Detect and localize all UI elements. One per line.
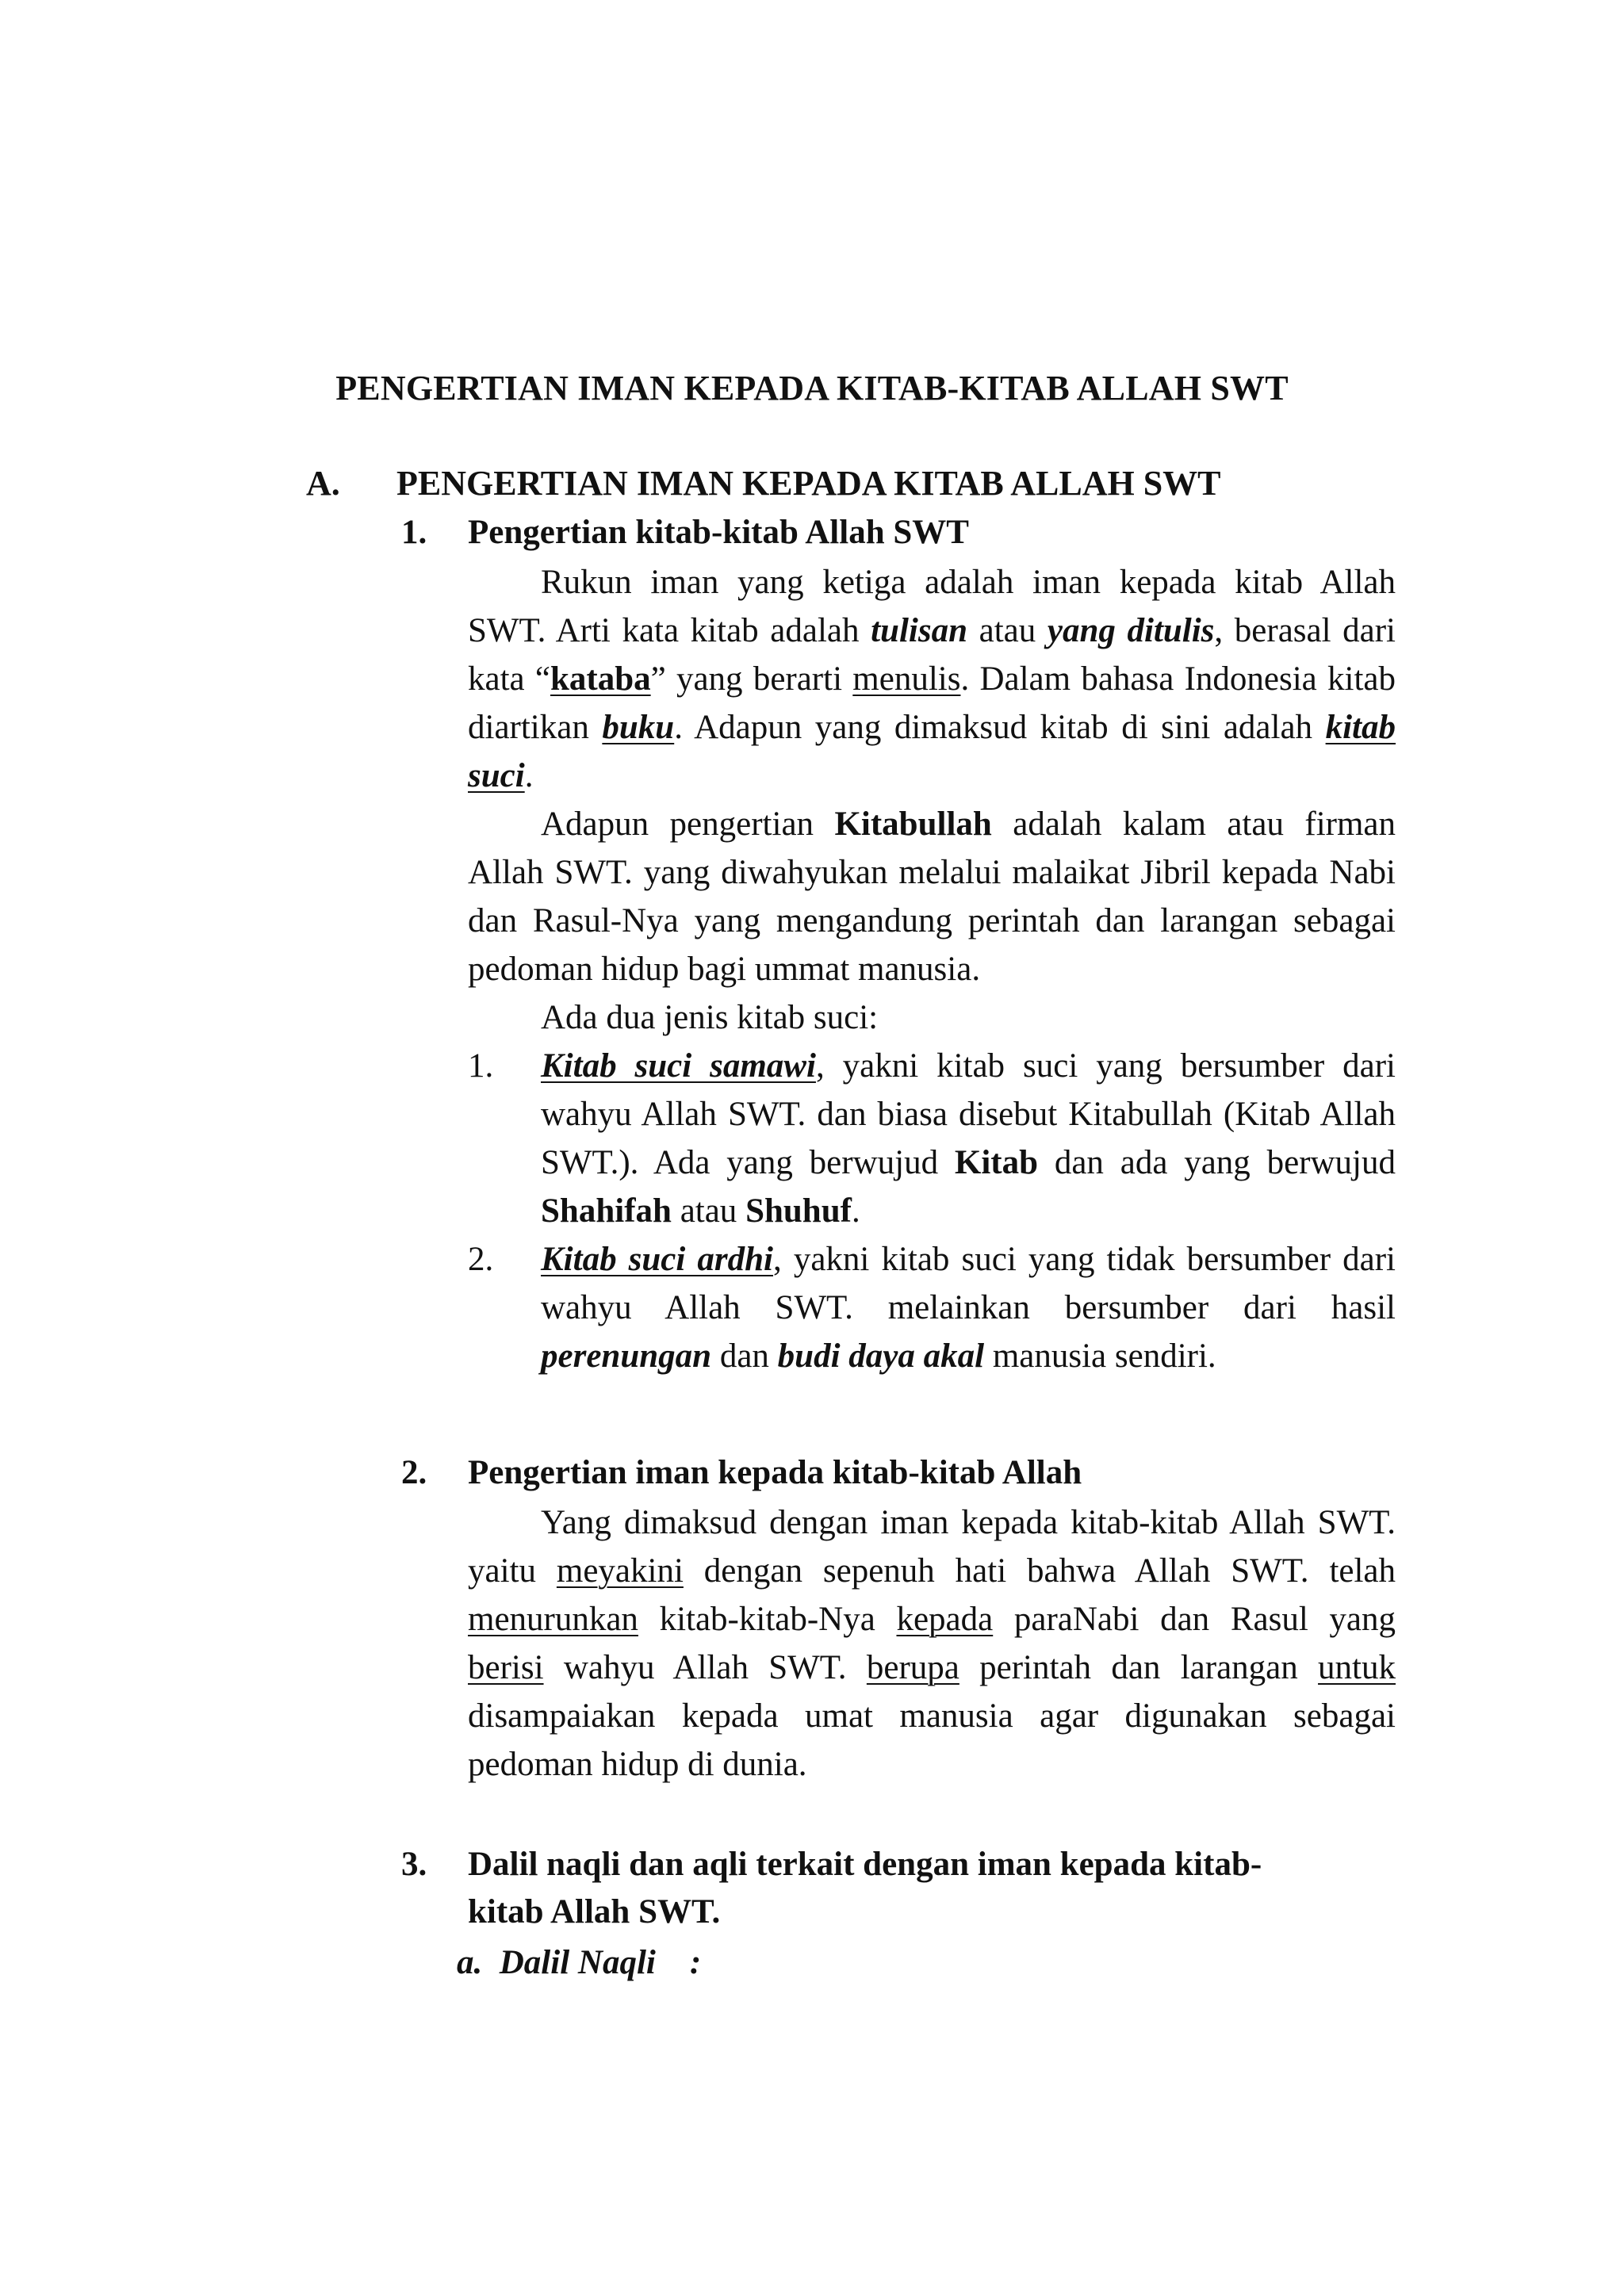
text-run: kitab-kitab-Nya [638, 1601, 897, 1638]
text-run: , yakni kitab suci yang tidak bersumber dari wahyu Allah SWT. melainkan bersumber dari hasil [541, 1241, 1396, 1326]
subsection-1-title: Pengertian kitab-kitab Allah SWT [468, 514, 969, 551]
subsection-2-body [468, 1498, 1396, 1789]
term-kitab-suci: kitab suci [468, 709, 1396, 794]
subsection-1-heading [401, 509, 969, 557]
kitab-types-list [468, 1042, 1396, 1380]
subsection-3-heading [401, 1841, 1392, 1936]
dalil-naqli-heading: a. Dalil Naqli : [457, 1944, 702, 1981]
subsection-2-heading [401, 1449, 1082, 1497]
text-run: adalah kalam atau firman Allah SWT. yang diwahyukan melalui malaikat Jibril kepada Nabi dan Rasul-Nya yang mengandung perintah dan larangan sebagai pedoman hidup bagi ummat manusia. [468, 806, 1396, 988]
term-untuk: untuk [1318, 1649, 1396, 1686]
text-run: . Dalam bahasa Indonesia kitab diartikan [468, 660, 1396, 746]
subsection-3-number: 3. [401, 1846, 427, 1883]
list-item [468, 1235, 1396, 1380]
term-kitab-suci-samawi: Kitab suci samawi [541, 1047, 816, 1085]
text-run: perintah dan larangan [959, 1649, 1319, 1686]
term-kitab-suci-ardhi: Kitab suci ardhi [541, 1241, 774, 1278]
term-kataba: kataba [550, 660, 651, 698]
section-a-marker: A. [306, 464, 340, 503]
text-run: manusia sendiri. [984, 1337, 1216, 1375]
term-menurunkan: menurunkan [468, 1601, 638, 1638]
term-yang-ditulis: yang ditulis [1047, 612, 1215, 649]
text-run: . [851, 1192, 860, 1230]
list-item-number: 2. [468, 1241, 494, 1278]
subsection-1-body [468, 558, 1396, 1380]
term-shuhuf: Shuhuf [745, 1192, 852, 1230]
term-kitab: Kitab [954, 1144, 1039, 1181]
text-run: . Adapun yang dimaksud kitab di sini adalah [674, 709, 1326, 746]
text-run: Rukun iman yang ketiga adalah iman kepada kitab Allah SWT. Arti kata kitab adalah [468, 564, 1396, 649]
subsection-1-number: 1. [401, 514, 427, 551]
term-meyakini: meyakini [556, 1552, 684, 1590]
term-kepada: kepada [896, 1601, 994, 1638]
text-run: , berasal dari kata “ [468, 612, 1396, 698]
term-kitabullah: Kitabullah [834, 806, 992, 843]
text-run: disampaiakan kepada umat manusia agar digunakan sebagai pedoman hidup di dunia. [468, 1697, 1396, 1783]
text-run: dan ada yang berwujud [1038, 1144, 1396, 1181]
term-buku: buku [602, 709, 675, 746]
term-budi-daya-akal: budi daya akal [777, 1337, 985, 1375]
text-run: atau [671, 1192, 746, 1230]
subsection-2-number: 2. [401, 1454, 427, 1491]
term-berisi: berisi [468, 1649, 544, 1686]
paragraph-jenis-kitab: Ada dua jenis kitab suci: [541, 999, 879, 1036]
text-run: dengan sepenuh hati bahwa Allah SWT. telah [683, 1552, 1396, 1590]
paragraph-iman-definition [468, 1498, 1396, 1789]
text-run: wahyu Allah SWT. [543, 1649, 867, 1686]
text-run: . [524, 757, 534, 794]
paragraph-kitab-definition [468, 558, 1396, 800]
term-perenungan: perenungan [541, 1337, 712, 1375]
section-a-title: PENGERTIAN IMAN KEPADA KITAB ALLAH SWT [396, 464, 1221, 503]
text-run: dan [711, 1337, 778, 1375]
text-run: atau [967, 612, 1048, 649]
subsection-3-title-line2: kitab Allah SWT. [468, 1893, 721, 1931]
text-run: Yang dimaksud dengan iman kepada kitab-kitab Allah SWT. yaitu [468, 1504, 1396, 1590]
text-run: ” yang berarti [650, 660, 853, 698]
text-run: , yakni kitab suci yang bersumber dari wahyu Allah SWT. dan biasa disebut Kitabullah (Kitab Allah SWT.). Ada yang berwujud [541, 1047, 1396, 1181]
term-shahifah: Shahifah [541, 1192, 672, 1230]
list-item-number: 1. [468, 1047, 494, 1085]
subsection-2-title: Pengertian iman kepada kitab-kitab Allah [468, 1454, 1082, 1491]
list-item [468, 1042, 1396, 1235]
text-run: paraNabi dan Rasul yang [993, 1601, 1396, 1638]
text-run: Adapun pengertian [541, 806, 835, 843]
term-tulisan: tulisan [871, 612, 967, 649]
subsection-3-title-line1: Dalil naqli dan aqli terkait dengan iman kepada kitab- [468, 1846, 1262, 1883]
document-title: PENGERTIAN IMAN KEPADA KITAB-KITAB ALLAH SWT [335, 369, 1289, 408]
term-berupa: berupa [866, 1649, 959, 1686]
term-menulis: menulis [852, 660, 961, 698]
section-a-heading [306, 460, 1221, 507]
paragraph-kitabullah [468, 800, 1396, 993]
